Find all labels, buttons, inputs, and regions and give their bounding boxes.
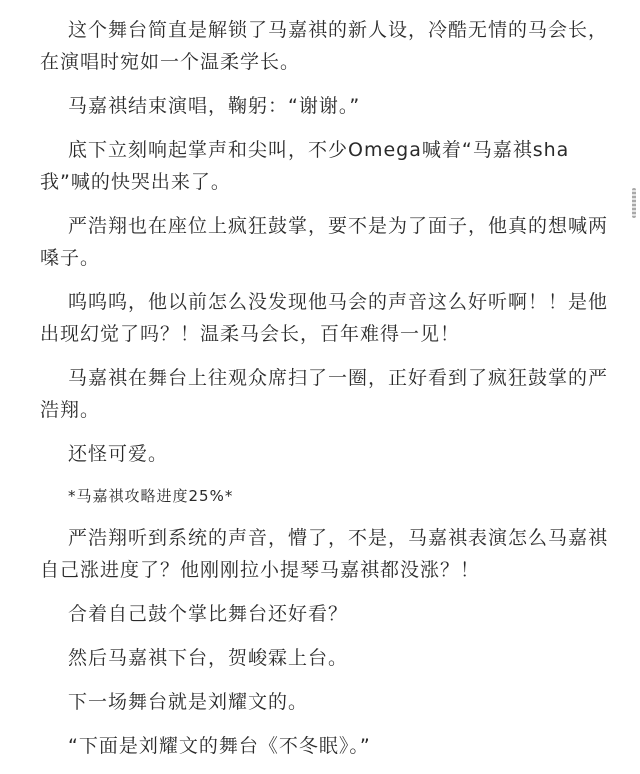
paragraph: 严浩翔听到系统的声音，懵了，不是，马嘉祺表演怎么马嘉祺自己涨进度了？他刚刚拉小提琴马嘉祺都没涨？！ (40, 527, 609, 581)
paragraph: 马嘉祺在舞台上往观众席扫了一圈，正好看到了疯狂鼓掌的严浩翔。 (40, 367, 609, 421)
paragraph: 还怪可爱。 (68, 443, 169, 465)
paragraph: 底下立刻响起掌声和尖叫，不少Omega喊着“马嘉祺sha我”喊的快哭出来了。 (40, 139, 570, 193)
scrollbar-thumb[interactable] (632, 188, 636, 218)
paragraph: 合着自己鼓个掌比舞台还好看？ (68, 603, 349, 625)
paragraph: 严浩翔也在座位上疯狂鼓掌，要不是为了面子，他真的想喊两嗓子。 (40, 215, 609, 269)
paragraph: 马嘉祺结束演唱，鞠躬：“谢谢。” (68, 95, 361, 117)
paragraph: 这个舞台简直是解锁了马嘉祺的新人设，冷酷无情的马会长，在演唱时宛如一个温柔学长。 (40, 19, 609, 73)
system-notice: *马嘉祺攻略进度25%* (68, 487, 234, 505)
paragraph: “下面是刘耀文的舞台《不冬眠》。” (68, 735, 371, 757)
paragraph: 下一场舞台就是刘耀文的。 (68, 691, 309, 713)
paragraph: 然后马嘉祺下台，贺峻霖上台。 (68, 647, 349, 669)
paragraph: 呜呜呜，他以前怎么没发现他马会的声音这么好听啊！！是他出现幻觉了吗？！温柔马会长，百年难得一见！ (40, 291, 609, 345)
chapter-body (40, 14, 615, 774)
scrollbar[interactable] (632, 188, 636, 218)
